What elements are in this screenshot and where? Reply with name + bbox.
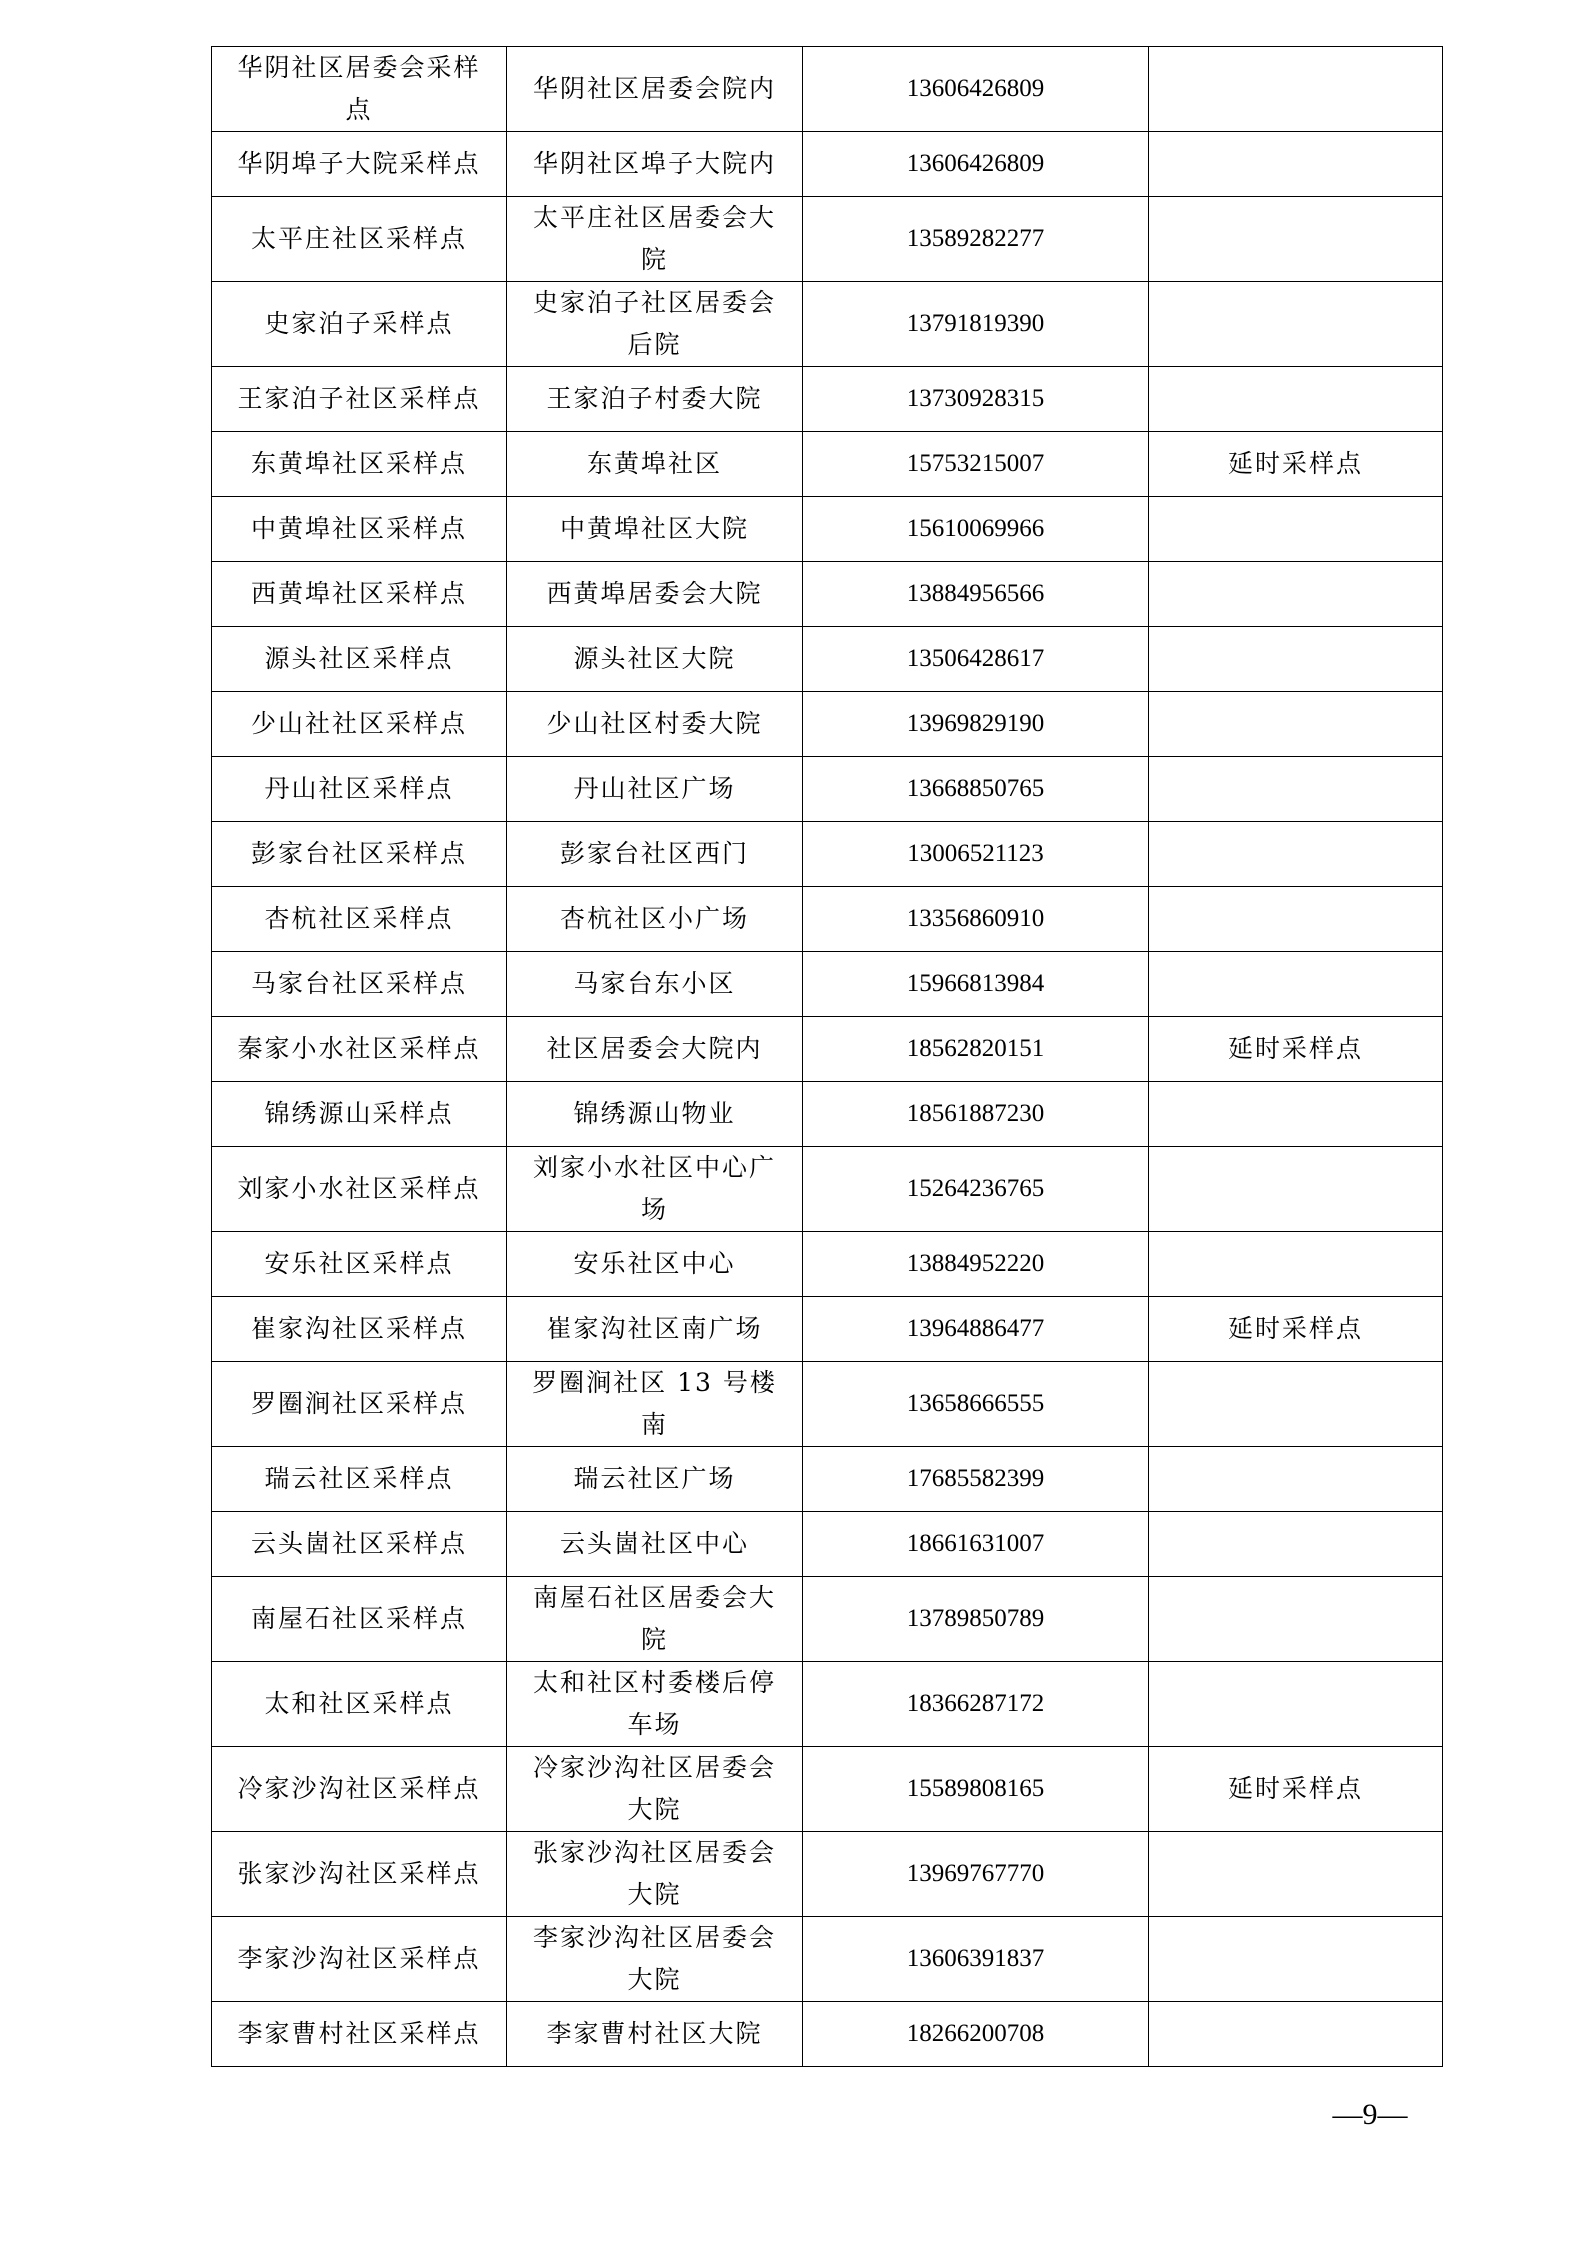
note-cell xyxy=(1149,1577,1443,1662)
site-name-cell: 罗圈涧社区采样点 xyxy=(212,1362,507,1447)
site-name-cell: 马家台社区采样点 xyxy=(212,952,507,1017)
table-body xyxy=(212,47,1443,2067)
contact-phone-cell: 13606426809 xyxy=(803,132,1149,197)
note-cell: 延时采样点 xyxy=(1149,1297,1443,1362)
table-row xyxy=(212,1747,1443,1832)
note-cell xyxy=(1149,47,1443,132)
site-address-cell: 华阴社区埠子大院内 xyxy=(507,132,803,197)
note-cell: 延时采样点 xyxy=(1149,1747,1443,1832)
site-name-cell: 少山社社区采样点 xyxy=(212,692,507,757)
site-address-cell: 杏杭社区小广场 xyxy=(507,887,803,952)
note-cell: 延时采样点 xyxy=(1149,1017,1443,1082)
table-row xyxy=(212,952,1443,1017)
note-cell xyxy=(1149,1662,1443,1747)
site-address-cell: 冷家沙沟社区居委会大院 xyxy=(507,1747,803,1832)
site-address-cell: 中黄埠社区大院 xyxy=(507,497,803,562)
table-row xyxy=(212,757,1443,822)
note-cell xyxy=(1149,1082,1443,1147)
site-name-cell: 南屋石社区采样点 xyxy=(212,1577,507,1662)
table-row xyxy=(212,1082,1443,1147)
note-cell xyxy=(1149,562,1443,627)
table-row xyxy=(212,692,1443,757)
site-address-cell: 史家泊子社区居委会后院 xyxy=(507,282,803,367)
table-row xyxy=(212,432,1443,497)
site-name-cell: 冷家沙沟社区采样点 xyxy=(212,1747,507,1832)
contact-phone-cell: 13606426809 xyxy=(803,47,1149,132)
site-address-cell: 王家泊子村委大院 xyxy=(507,367,803,432)
note-cell xyxy=(1149,1832,1443,1917)
site-address-cell: 安乐社区中心 xyxy=(507,1232,803,1297)
contact-phone-cell: 13006521123 xyxy=(803,822,1149,887)
table-row xyxy=(212,1917,1443,2002)
table-row xyxy=(212,1297,1443,1362)
site-address-cell: 少山社区村委大院 xyxy=(507,692,803,757)
table-row xyxy=(212,1017,1443,1082)
site-address-cell: 华阴社区居委会院内 xyxy=(507,47,803,132)
table-row xyxy=(212,367,1443,432)
table-row xyxy=(212,1512,1443,1577)
contact-phone-cell: 13606391837 xyxy=(803,1917,1149,2002)
site-address-cell: 张家沙沟社区居委会大院 xyxy=(507,1832,803,1917)
contact-phone-cell: 15264236765 xyxy=(803,1147,1149,1232)
contact-phone-cell: 13964886477 xyxy=(803,1297,1149,1362)
contact-phone-cell: 18366287172 xyxy=(803,1662,1149,1747)
sampling-sites-table xyxy=(211,46,1443,2067)
note-cell xyxy=(1149,497,1443,562)
contact-phone-cell: 15610069966 xyxy=(803,497,1149,562)
site-address-cell: 崔家沟社区南广场 xyxy=(507,1297,803,1362)
table-row xyxy=(212,1147,1443,1232)
site-address-cell: 李家沙沟社区居委会大院 xyxy=(507,1917,803,2002)
site-name-cell: 东黄埠社区采样点 xyxy=(212,432,507,497)
note-cell xyxy=(1149,1362,1443,1447)
note-cell xyxy=(1149,1917,1443,2002)
site-address-cell: 瑞云社区广场 xyxy=(507,1447,803,1512)
site-address-cell: 丹山社区广场 xyxy=(507,757,803,822)
table-row xyxy=(212,497,1443,562)
contact-phone-cell: 13969767770 xyxy=(803,1832,1149,1917)
table-row xyxy=(212,1447,1443,1512)
contact-phone-cell: 13589282277 xyxy=(803,197,1149,282)
table-row xyxy=(212,627,1443,692)
site-name-cell: 刘家小水社区采样点 xyxy=(212,1147,507,1232)
site-name-cell: 杏杭社区采样点 xyxy=(212,887,507,952)
contact-phone-cell: 18661631007 xyxy=(803,1512,1149,1577)
note-cell xyxy=(1149,1447,1443,1512)
contact-phone-cell: 15589808165 xyxy=(803,1747,1149,1832)
note-cell xyxy=(1149,2002,1443,2067)
site-name-cell: 丹山社区采样点 xyxy=(212,757,507,822)
table-row xyxy=(212,822,1443,887)
table-row xyxy=(212,1662,1443,1747)
table-row xyxy=(212,887,1443,952)
site-name-cell: 源头社区采样点 xyxy=(212,627,507,692)
table-row xyxy=(212,132,1443,197)
site-name-cell: 中黄埠社区采样点 xyxy=(212,497,507,562)
note-cell xyxy=(1149,1147,1443,1232)
contact-phone-cell: 13791819390 xyxy=(803,282,1149,367)
note-cell xyxy=(1149,757,1443,822)
site-name-cell: 太和社区采样点 xyxy=(212,1662,507,1747)
note-cell: 延时采样点 xyxy=(1149,432,1443,497)
table-row xyxy=(212,1577,1443,1662)
site-name-cell: 王家泊子社区采样点 xyxy=(212,367,507,432)
note-cell xyxy=(1149,952,1443,1017)
note-cell xyxy=(1149,822,1443,887)
contact-phone-cell: 18266200708 xyxy=(803,2002,1149,2067)
contact-phone-cell: 13884952220 xyxy=(803,1232,1149,1297)
site-name-cell: 李家曹村社区采样点 xyxy=(212,2002,507,2067)
site-address-cell: 太和社区村委楼后停车场 xyxy=(507,1662,803,1747)
contact-phone-cell: 15966813984 xyxy=(803,952,1149,1017)
site-address-cell: 李家曹村社区大院 xyxy=(507,2002,803,2067)
table-row xyxy=(212,2002,1443,2067)
note-cell xyxy=(1149,692,1443,757)
site-address-cell: 源头社区大院 xyxy=(507,627,803,692)
note-cell xyxy=(1149,367,1443,432)
table-row xyxy=(212,282,1443,367)
contact-phone-cell: 15753215007 xyxy=(803,432,1149,497)
site-name-cell: 史家泊子采样点 xyxy=(212,282,507,367)
table-row xyxy=(212,1832,1443,1917)
table-row xyxy=(212,1362,1443,1447)
site-name-cell: 锦绣源山采样点 xyxy=(212,1082,507,1147)
site-address-cell: 云头崮社区中心 xyxy=(507,1512,803,1577)
site-address-cell: 太平庄社区居委会大院 xyxy=(507,197,803,282)
note-cell xyxy=(1149,197,1443,282)
site-name-cell: 安乐社区采样点 xyxy=(212,1232,507,1297)
note-cell xyxy=(1149,627,1443,692)
site-name-cell: 太平庄社区采样点 xyxy=(212,197,507,282)
table-row xyxy=(212,562,1443,627)
site-name-cell: 秦家小水社区采样点 xyxy=(212,1017,507,1082)
contact-phone-cell: 13730928315 xyxy=(803,367,1149,432)
table-row xyxy=(212,47,1443,132)
site-name-cell: 华阴社区居委会采样点 xyxy=(212,47,507,132)
site-name-cell: 云头崮社区采样点 xyxy=(212,1512,507,1577)
site-address-cell: 锦绣源山物业 xyxy=(507,1082,803,1147)
site-name-cell: 瑞云社区采样点 xyxy=(212,1447,507,1512)
note-cell xyxy=(1149,132,1443,197)
contact-phone-cell: 13884956566 xyxy=(803,562,1149,627)
contact-phone-cell: 13969829190 xyxy=(803,692,1149,757)
contact-phone-cell: 13658666555 xyxy=(803,1362,1149,1447)
site-name-cell: 张家沙沟社区采样点 xyxy=(212,1832,507,1917)
contact-phone-cell: 17685582399 xyxy=(803,1447,1149,1512)
site-name-cell: 李家沙沟社区采样点 xyxy=(212,1917,507,2002)
contact-phone-cell: 18562820151 xyxy=(803,1017,1149,1082)
page-number: —9— xyxy=(1332,2098,1408,2131)
site-name-cell: 西黄埠社区采样点 xyxy=(212,562,507,627)
contact-phone-cell: 13506428617 xyxy=(803,627,1149,692)
site-address-cell: 刘家小水社区中心广场 xyxy=(507,1147,803,1232)
site-address-cell: 东黄埠社区 xyxy=(507,432,803,497)
contact-phone-cell: 18561887230 xyxy=(803,1082,1149,1147)
contact-phone-cell: 13668850765 xyxy=(803,757,1149,822)
site-address-cell: 罗圈涧社区 13 号楼南 xyxy=(507,1362,803,1447)
table-row xyxy=(212,197,1443,282)
site-address-cell: 马家台东小区 xyxy=(507,952,803,1017)
note-cell xyxy=(1149,282,1443,367)
site-name-cell: 崔家沟社区采样点 xyxy=(212,1297,507,1362)
site-name-cell: 彭家台社区采样点 xyxy=(212,822,507,887)
table-row xyxy=(212,1232,1443,1297)
site-address-cell: 南屋石社区居委会大院 xyxy=(507,1577,803,1662)
note-cell xyxy=(1149,887,1443,952)
note-cell xyxy=(1149,1512,1443,1577)
site-address-cell: 社区居委会大院内 xyxy=(507,1017,803,1082)
site-address-cell: 彭家台社区西门 xyxy=(507,822,803,887)
site-address-cell: 西黄埠居委会大院 xyxy=(507,562,803,627)
note-cell xyxy=(1149,1232,1443,1297)
contact-phone-cell: 13789850789 xyxy=(803,1577,1149,1662)
site-name-cell: 华阴埠子大院采样点 xyxy=(212,132,507,197)
contact-phone-cell: 13356860910 xyxy=(803,887,1149,952)
